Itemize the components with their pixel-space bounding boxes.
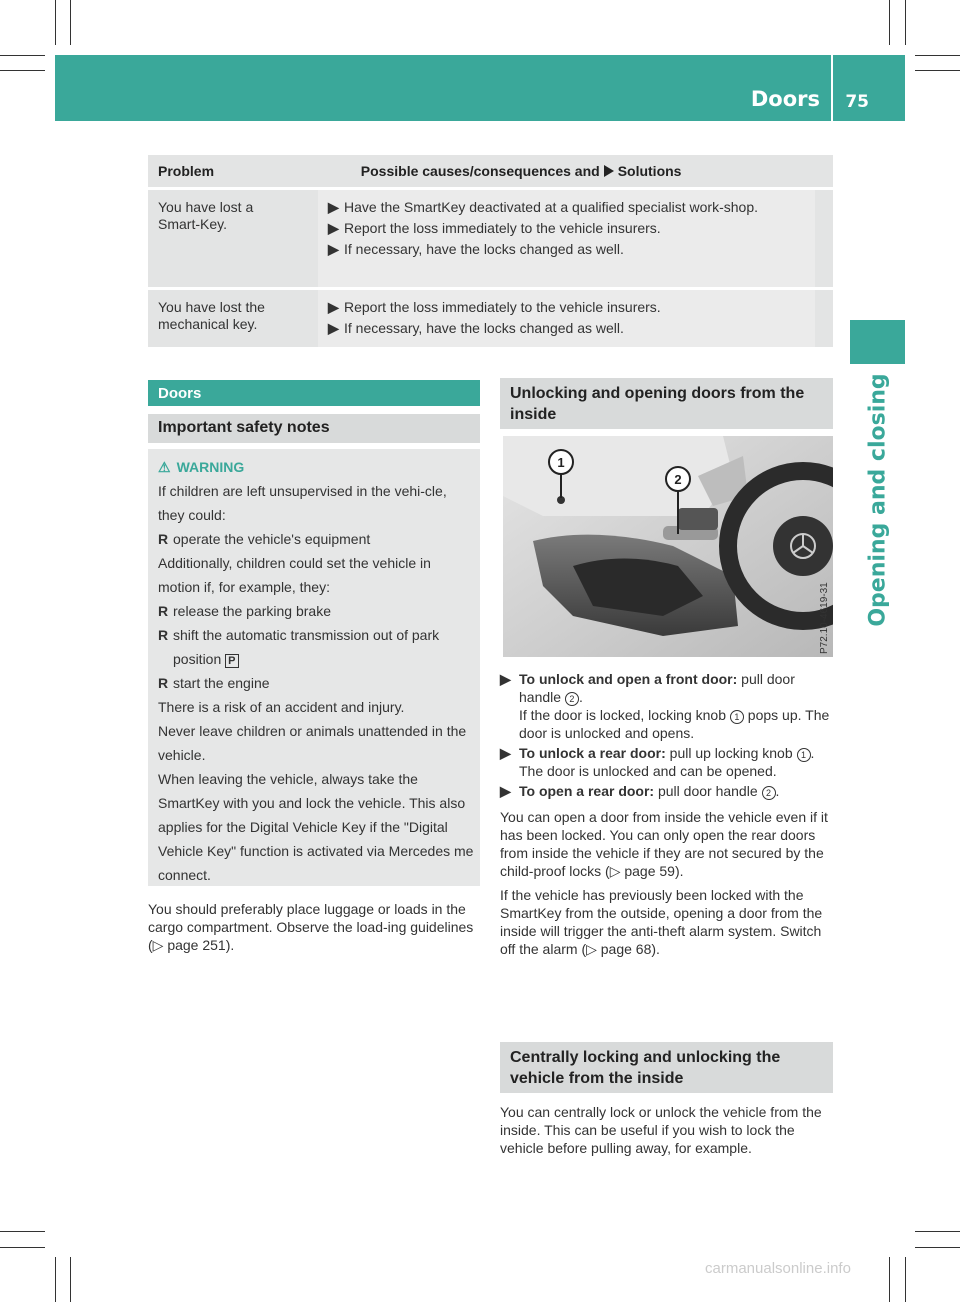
list-item: R operate the vehicle's equipment	[158, 527, 476, 551]
crop-mark	[889, 1257, 890, 1302]
step-item: ▶ To open a rear door: pull door handle 2 .	[500, 783, 780, 799]
crop-mark	[915, 70, 960, 71]
step-arrow-icon: ▶	[328, 241, 339, 257]
door-interior-photo	[503, 436, 833, 657]
table-row	[148, 190, 833, 287]
unlocking-instructions	[500, 670, 835, 964]
page-header	[55, 55, 905, 121]
table-row	[148, 290, 833, 347]
page-number: 75	[845, 92, 869, 112]
warning-never: Never leave children or animals unattended in the vehicle.	[158, 723, 467, 763]
warning-title: ⚠ WARNING	[158, 455, 476, 479]
warning-triangle-icon: ⚠	[158, 459, 171, 475]
crop-mark	[915, 1247, 960, 1248]
central-locking-paragraph: You can centrally lock or unlock the vehicle from the inside. This can be useful if you wish to lock the vehicle before pulling away, for example.	[500, 1104, 822, 1156]
crop-mark	[0, 1231, 45, 1232]
solutions-cell	[318, 190, 815, 287]
callout-2: 2	[674, 472, 682, 487]
crop-mark	[915, 55, 960, 56]
paragraph: If the vehicle has previously been locked with the SmartKey from the outside, opening a door from the inside will trigger the anti-theft alarm system. Switch off the alarm (▷ page 68).	[500, 887, 823, 957]
crop-mark	[0, 70, 45, 71]
step-item: ▶ To unlock and open a front door: pull door handle 2 . If the door is locked, locking knob 1 pops up. The door is unlocked and opens.	[500, 671, 830, 741]
step-item: ▶ To unlock a rear door: pull up locking knob 1 . The door is unlocked and can be opened.	[500, 745, 815, 779]
list-item: ▶ Have the SmartKey deactivated at a qualified specialist work-shop.	[328, 199, 758, 215]
problem-table	[148, 155, 833, 347]
crop-mark	[55, 1257, 56, 1302]
section-heading-unlocking: Unlocking and opening doors from the inside	[500, 378, 833, 429]
crop-mark	[70, 0, 71, 45]
list-item: ▶ Report the loss immediately to the vehicle insurers.	[328, 220, 661, 236]
step-arrow-icon: ▶	[500, 671, 511, 687]
park-position-symbol: P	[225, 654, 238, 668]
image-reference: P72.10-4619-31	[819, 582, 830, 654]
callout-ref: 2	[762, 786, 776, 800]
callout-ref: 1	[797, 748, 811, 762]
step-arrow-icon: ▶	[328, 320, 339, 336]
header-divider	[831, 55, 833, 121]
crop-mark	[0, 1247, 45, 1248]
list-item: ▶ If necessary, have the locks changed as well.	[328, 241, 624, 257]
problem-cell: You have lost a Smart-Key.	[148, 190, 298, 287]
bullet-icon: R	[158, 531, 169, 547]
problem-cell: You have lost the mechanical key.	[148, 290, 298, 347]
crop-mark	[915, 1231, 960, 1232]
warning-intro: If children are left unsupervised in the vehi-cle, they could:	[158, 483, 447, 523]
side-tab-label: Opening and closing	[865, 373, 891, 627]
section-heading-doors: Doors	[148, 380, 480, 406]
step-arrow-icon: ▶	[500, 745, 511, 761]
watermark: carmanualsonline.info	[705, 1260, 851, 1277]
header-title: Doors	[750, 87, 820, 111]
warning-mid: Additionally, children could set the vehicle in motion if, for example, they:	[158, 555, 431, 595]
door-illustration	[503, 436, 833, 657]
crop-mark	[55, 0, 56, 45]
crop-mark	[0, 55, 45, 56]
subsection-heading-safety: Important safety notes	[148, 414, 480, 443]
list-item: ▶ Report the loss immediately to the vehicle insurers.	[328, 299, 661, 315]
crop-mark	[905, 0, 906, 45]
warning-risk: There is a risk of an accident and injury.	[158, 699, 405, 715]
table-header	[148, 155, 833, 187]
section-heading-central-locking: Centrally locking and unlocking the vehicle from the inside	[500, 1042, 833, 1093]
list-item: R start the engine	[158, 671, 476, 695]
callout-ref: 2	[565, 692, 579, 706]
paragraph: You can open a door from inside the vehicle even if it has been locked. You can only open the rear doors from inside the vehicle if they are not secured by the child-proof locks (▷ page 59).	[500, 809, 828, 879]
table-header-problem: Problem	[158, 163, 215, 179]
warning-leaving: When leaving the vehicle, always take the SmartKey with you and lock the vehicle. This also applies for the Digital Vehicle Key if the "Digital Vehicle Key" function is activated via Mercedes me connect.	[158, 771, 474, 883]
callout-ref: 1	[730, 710, 744, 724]
step-arrow-icon: ▶	[328, 299, 339, 315]
callout-1: 1	[557, 455, 565, 470]
crop-mark	[905, 1257, 906, 1302]
bullet-icon: R	[158, 627, 169, 643]
crop-mark	[70, 1257, 71, 1302]
luggage-paragraph: You should preferably place luggage or loads in the cargo compartment. Observe the load-ing guidelines (▷ page 251).	[148, 901, 474, 953]
list-item: ▶ If necessary, have the locks changed as well.	[328, 320, 624, 336]
side-tab-marker	[850, 320, 905, 364]
step-arrow-icon: ▶	[328, 220, 339, 236]
crop-mark	[889, 0, 890, 45]
table-header-solutions: Possible causes/consequences and Solutions	[360, 163, 682, 179]
list-item: R shift the automatic transmission out of park position P	[158, 623, 476, 671]
warning-box	[148, 449, 480, 886]
arrow-icon	[604, 165, 614, 177]
bullet-icon: R	[158, 603, 169, 619]
step-arrow-icon: ▶	[328, 199, 339, 215]
bullet-icon: R	[158, 675, 169, 691]
list-item: R release the parking brake	[158, 599, 476, 623]
solutions-cell	[318, 290, 815, 347]
step-arrow-icon: ▶	[500, 783, 511, 799]
